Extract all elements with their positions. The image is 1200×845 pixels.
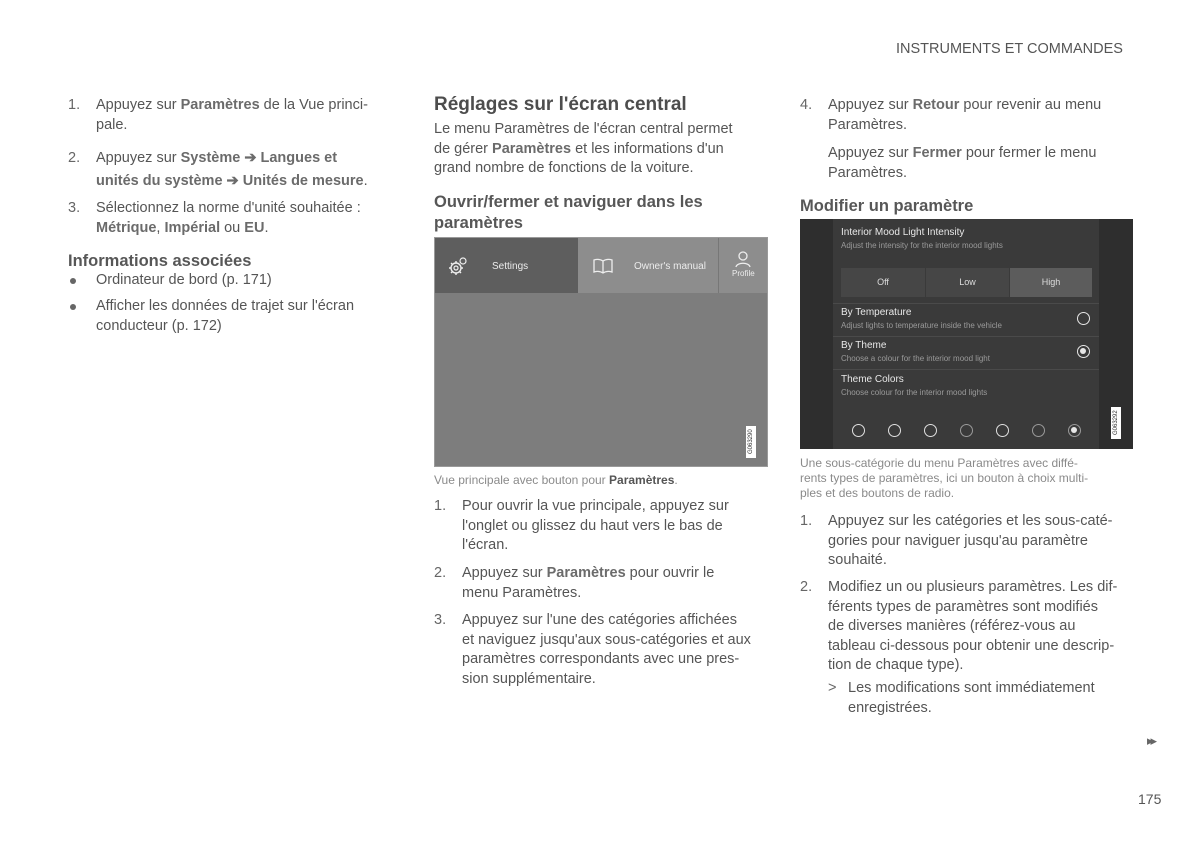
col2-step-3 [434,611,774,691]
row-divider [833,336,1099,337]
intro-text: et les informations d'un [571,140,724,157]
col1-step-1 [68,96,398,136]
caption-line: rents types de paramètres, ici un bouton à choix multi- [800,471,1089,485]
step-text: Appuyez sur [96,97,181,113]
setting-title: Interior Mood Light Intensity [841,227,965,238]
step-number: 2. [68,150,81,166]
segment-high[interactable]: High [1010,268,1092,297]
col2-step-1 [434,497,774,557]
color-swatch[interactable] [924,424,937,437]
keyword-langues: Langues et [260,150,338,166]
keyword-imperial: Impérial [164,219,221,236]
row-subtitle: Adjust lights to temperature inside the vehicle [841,321,1002,330]
step-text: ou [220,219,245,236]
step-text: pour revenir au menu [959,97,1102,113]
tab-manual-label[interactable]: Owner's manual [634,261,706,272]
step-text: Appuyez sur [462,565,547,581]
page-number: 175 [1138,791,1162,807]
intro-line: grand nombre de fonctions de la voiture. [434,160,694,176]
step-text: Appuyez sur [828,97,913,113]
step-text: pour fermer le menu [961,145,1097,161]
tab-bar [435,238,767,293]
step-text: , [156,219,165,236]
col1-step-2 [68,147,398,193]
keyword-parametres: Paramètres [609,473,675,487]
keyword-parametres: Paramètres [180,97,260,113]
step-number: 2. [434,565,447,581]
step-text: Modifiez un ou plusieurs paramètres. Les dif- [828,579,1118,595]
caption-line: Une sous-catégorie du menu Paramètres avec diffé- [800,456,1078,470]
step-text: et naviguez jusqu'aux sous-catégories et aux [462,631,751,648]
screenshot-settings-subcategory [800,219,1133,449]
continue-icon: ▸▸ [1147,733,1155,748]
section-header: INSTRUMENTS ET COMMANDES [896,41,1123,57]
row-title: By Temperature [841,307,912,318]
step-text: Appuyez sur [96,150,181,166]
step-text: Appuyez sur les catégories et les sous-caté- [828,513,1113,529]
row-title: Theme Colors [841,374,904,385]
step-text: Appuyez sur [828,145,913,161]
step-number: 2. [800,579,813,595]
step-text: férents types de paramètres sont modifiés [828,598,1098,615]
related-link[interactable]: Ordinateur de bord (p. 171) [96,272,272,288]
step-number: 1. [434,498,447,514]
intro-text: de gérer [434,140,493,157]
screenshot-main-view [434,237,768,467]
col3-step-2 [800,578,1140,678]
subsection-title-line: Ouvrir/fermer et naviguer dans les [434,193,703,211]
segment-low[interactable]: Low [926,268,1009,297]
step-text: l'onglet ou glissez du haut vers le bas de [462,517,723,534]
related-link[interactable] [96,297,354,336]
step-text: Paramètres. [828,164,907,181]
step-text: Paramètres. [828,116,907,133]
segment-off[interactable]: Off [841,268,925,297]
caption-text: . [674,473,678,487]
related-item[interactable] [68,297,398,337]
subsection-title: Modifier un paramètre [800,197,974,215]
step-text: de la Vue princi- [259,97,368,113]
keyword-unites-mesure: Unités de mesure [242,173,364,189]
result-text: enregistrées. [848,699,932,716]
settings-panel [833,219,1099,449]
color-swatch[interactable] [852,424,865,437]
keyword-retour: Retour [912,97,960,113]
tab-settings[interactable] [435,238,578,293]
bullet-icon [70,278,76,284]
col2-step-2 [434,564,774,604]
result-note [828,679,1138,719]
color-swatch[interactable] [888,424,901,437]
bullet-icon [70,304,76,310]
figure-caption [434,473,678,488]
keyword-fermer: Fermer [912,145,962,161]
related-link-line[interactable]: conducteur (p. 172) [96,317,222,334]
col1-step-3 [68,199,398,239]
row-divider [833,369,1099,370]
color-swatch[interactable] [960,424,973,437]
step-text: paramètres correspondants avec une pres- [462,651,740,667]
setting-subtitle: Adjust the intensity for the interior mood lights [841,241,1003,250]
step-text: de diverses manières (référez-vous au [828,618,1076,634]
tab-profile-label[interactable]: Profile [732,269,755,278]
caption-text: Vue principale avec bouton pour [434,473,610,487]
intro-line: Le menu Paramètres de l'écran central permet [434,121,733,137]
row-subtitle: Choose colour for the interior mood lights [841,388,988,397]
step-text: Sélectionnez la norme d'unité souhaitée : [96,200,361,216]
color-swatch[interactable] [1032,424,1045,437]
step-text: pour ouvrir le [625,565,715,581]
keyword-eu: EU [244,219,265,236]
row-title: By Theme [841,340,887,351]
book-icon [593,258,613,274]
color-swatch[interactable] [996,424,1009,437]
step-text: pale. [96,116,128,133]
keyword-parametres: Paramètres [492,140,572,157]
step-number: 1. [68,97,81,113]
tab-divider [718,238,719,293]
related-info-heading: Informations associées [68,252,252,270]
gear-icon [447,256,469,278]
intro-paragraph [434,120,774,179]
arrow-right-icon: ➔ [244,150,257,166]
keyword-unites-systeme: unités du système [96,173,223,189]
figure-caption [800,456,1140,501]
step-text: Pour ouvrir la vue principale, appuyez sur [462,498,729,514]
step-text: menu Paramètres. [462,584,582,601]
keyword-metrique: Métrique [96,219,157,236]
related-item[interactable] [68,271,398,291]
image-code: G063292 [1111,407,1121,439]
step-text: Appuyez sur l'une des catégories affichées [462,612,737,628]
step-number: 4. [800,97,813,113]
tab-settings-label: Settings [492,261,529,272]
step-text: souhaité. [828,552,887,568]
image-code: G063290 [746,426,756,458]
step-text: sion supplémentaire. [462,670,596,687]
step-text: . [363,173,368,189]
col3-step-1 [800,512,1140,572]
person-icon[interactable] [735,250,751,268]
col3-step-4 [800,96,1140,186]
section-title: Réglages sur l'écran central [434,94,687,115]
step-number: 3. [434,612,447,628]
color-swatch-selected[interactable] [1068,424,1081,437]
related-link-line[interactable]: Afficher les données de trajet sur l'écran [96,298,355,314]
result-text: Les modifications sont immédiatement [848,680,1095,696]
step-text: l'écran. [462,537,509,553]
result-symbol: > [828,680,837,696]
subsection-title-line: paramètres [434,214,523,232]
keyword-systeme: Système [180,150,241,166]
step-text: gories pour naviguer jusqu'au paramètre [828,532,1088,549]
row-subtitle: Choose a colour for the interior mood light [841,354,990,363]
arrow-right-icon: ➔ [226,173,239,189]
step-text: tableau ci-dessous pour obtenir une descrip- [828,637,1115,654]
subsection-title [434,192,703,234]
keyword-parametres: Paramètres [546,565,626,581]
step-text: . [264,219,269,236]
radio-by-temperature[interactable] [1077,312,1090,325]
caption-line: ples et des boutons de radio. [800,486,955,500]
step-number: 3. [68,200,81,216]
row-divider [833,303,1099,304]
step-text: tion de chaque type). [828,657,964,673]
step-number: 1. [800,513,813,529]
radio-by-theme[interactable] [1077,345,1090,358]
